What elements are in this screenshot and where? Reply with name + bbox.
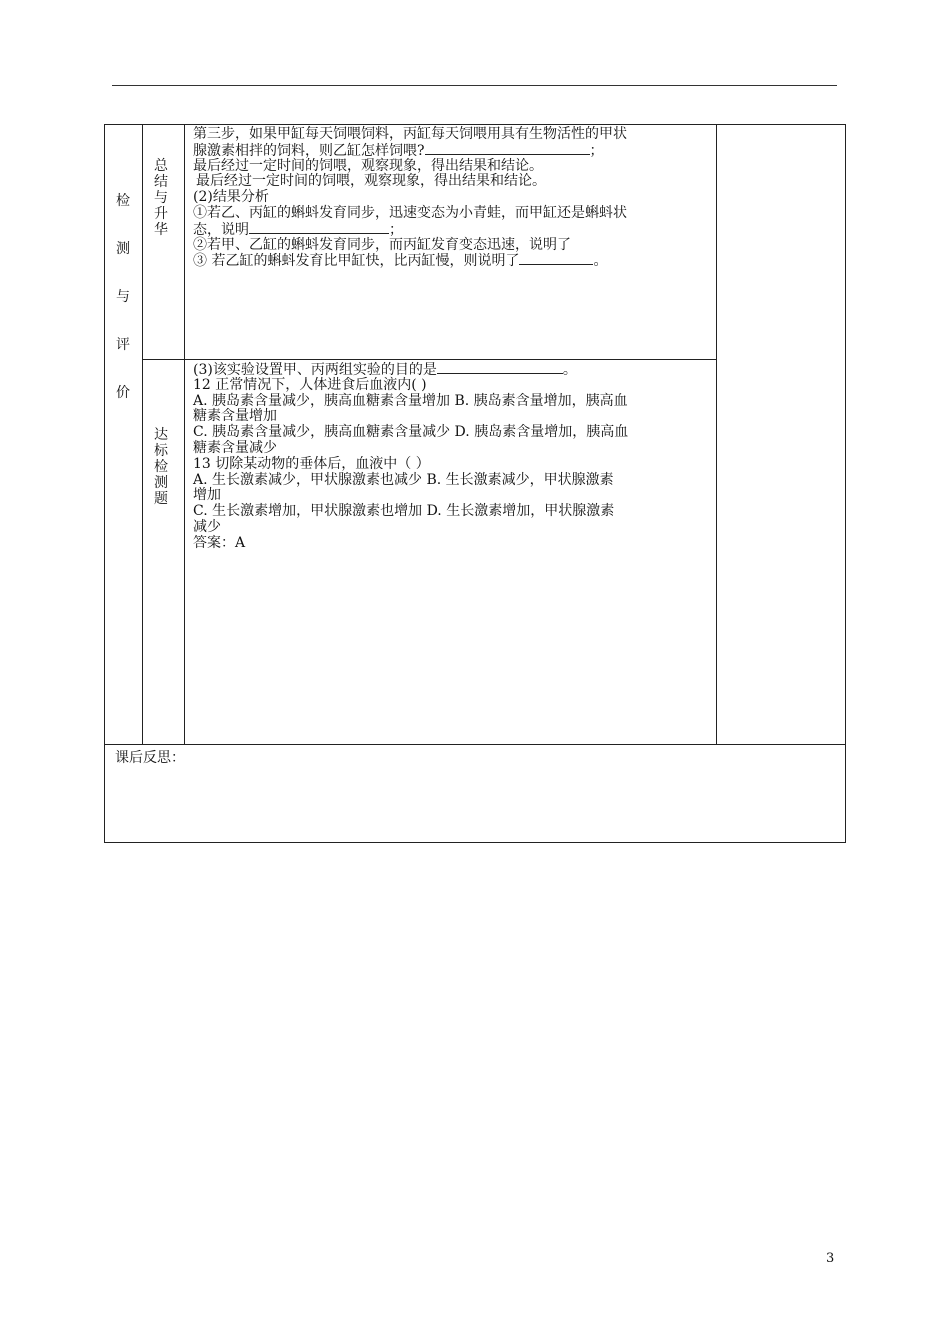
text-line: A. 胰岛素含量减少，胰高血糖素含量增加 B. 胰岛素含量增加，胰高血 — [193, 392, 628, 409]
text-line: 增加 — [193, 487, 221, 504]
section-char: 与 — [116, 289, 130, 305]
text-line: (3)该实验设置甲、丙两组实验的目的是 。 — [193, 362, 577, 378]
block1-title — [152, 159, 170, 239]
section-char: 检 — [116, 193, 130, 209]
title-char: 华 — [154, 222, 168, 238]
text-line: 12 正常情况下，人体进食后血液内( ) — [193, 376, 427, 393]
text-line: ①若乙、丙缸的蝌蚪发育同步，迅速变态为小青蛙，而甲缸还是蝌蚪状 — [193, 204, 627, 221]
title-char: 测 — [154, 475, 168, 491]
text-line: A. 生长激素减少，甲状腺激素也减少 B. 生长激素减少，甲状腺激素 — [193, 471, 614, 488]
title-char: 达 — [154, 427, 168, 443]
answer-blank — [437, 362, 563, 374]
section-char: 测 — [116, 241, 130, 257]
header-rule — [112, 85, 837, 86]
text-line: C. 胰岛素含量减少，胰高血糖素含量减少 D. 胰岛素含量增加，胰高血 — [193, 424, 629, 441]
text-line: 答案：A — [193, 534, 246, 551]
title-char: 与 — [154, 190, 168, 206]
title-char: 检 — [154, 459, 168, 475]
block1-content — [193, 127, 627, 269]
section-label — [114, 194, 132, 400]
reflection-divider — [104, 744, 846, 745]
text-line: ③ 若乙缸的蝌蚪发育比甲缸快，比丙缸慢，则说明了 。 — [193, 253, 608, 270]
title-char: 升 — [154, 206, 168, 222]
text-line: 最后经过一定时间的饲喂，观察现象，得出结果和结论。 — [193, 157, 543, 174]
text-line: 第三步，如果甲缸每天饲喂饲料，丙缸每天饲喂用具有生物活性的甲状 — [193, 126, 627, 142]
reflection-label: 课后反思： — [115, 750, 185, 766]
section-char: 评 — [116, 337, 130, 353]
section-char: 价 — [116, 385, 130, 401]
col-divider-1 — [142, 124, 143, 745]
text-line: 13 切除某动物的垂体后，血液中（ ） — [193, 455, 430, 472]
answer-blank — [519, 253, 593, 265]
page-number: 3 — [826, 1251, 835, 1266]
text-line: 减少 — [193, 518, 221, 535]
col-divider-2 — [184, 124, 185, 745]
title-char: 题 — [154, 491, 168, 507]
text-line: 糖素含量增加 — [193, 408, 277, 425]
col-divider-3 — [716, 124, 717, 745]
text-line: 糖素含量减少 — [193, 439, 277, 456]
block2-content — [193, 362, 628, 552]
answer-blank — [249, 222, 389, 234]
text-line: C. 生长激素增加，甲状腺激素也增加 D. 生长激素增加，甲状腺激素 — [193, 503, 615, 520]
title-char: 总 — [154, 158, 168, 174]
text-line: (2)结果分析 — [193, 189, 269, 206]
row-divider — [142, 359, 717, 360]
text-line: 态，说明 ； — [193, 221, 403, 238]
block2-title — [152, 428, 170, 508]
title-char: 结 — [154, 174, 168, 190]
text-line: ②若甲、乙缸的蝌蚪发育同步，而丙缸发育变态迅速，说明了 — [193, 236, 571, 253]
answer-blank — [425, 143, 590, 155]
text-line: 腺激素相拌的饲料，则乙缸怎样饲喂? ； — [193, 142, 604, 159]
title-char: 标 — [154, 443, 168, 459]
text-line: 最后经过一定时间的饲喂，观察现象，得出结果和结论。 — [196, 173, 546, 190]
